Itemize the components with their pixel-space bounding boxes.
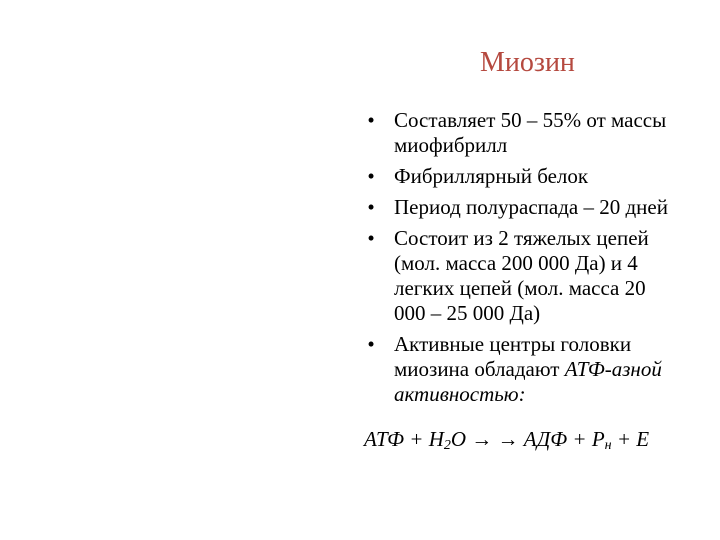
bullet-line-mixed bbox=[394, 357, 716, 382]
bullet-item-1 bbox=[364, 108, 716, 158]
formula-subscript: 2 bbox=[443, 438, 451, 453]
bullet-dot-icon: • bbox=[367, 108, 375, 132]
bullet-line: Период полураспада – 20 дней bbox=[394, 195, 668, 219]
slide-title: Миозин bbox=[480, 47, 575, 78]
bullet-item-2 bbox=[364, 164, 716, 189]
bullet-line: Активные центры головки bbox=[394, 332, 632, 356]
bullet-line: Состоит из 2 тяжелых цепей bbox=[394, 226, 649, 250]
bullet-line: легких цепей (мол. масса 20 bbox=[394, 276, 646, 300]
bullet-item-3 bbox=[364, 195, 716, 220]
bullet-dot-icon: • bbox=[367, 195, 375, 219]
bullet-dot-icon: • bbox=[367, 164, 375, 188]
formula-subscript: н bbox=[604, 438, 612, 453]
bullet-line: 000 – 25 000 Да) bbox=[394, 301, 541, 325]
bullet-item-5 bbox=[364, 332, 716, 407]
bullet-dot-icon: • bbox=[367, 332, 375, 356]
bullet-dot-icon: • bbox=[367, 226, 375, 250]
bullet-list bbox=[364, 108, 716, 413]
formula-part: АТФ + Н bbox=[364, 427, 444, 451]
formula-part: + Е bbox=[611, 427, 650, 451]
reaction-formula bbox=[364, 426, 649, 452]
bullet-text: миозина обладают bbox=[394, 357, 565, 381]
bullet-line: (мол. масса 200 000 Да) и 4 bbox=[394, 251, 638, 275]
bullet-line: Составляет 50 – 55% от массы bbox=[394, 108, 667, 132]
bullet-italic-text: АТФ-азной bbox=[564, 357, 662, 381]
bullet-item-4 bbox=[364, 226, 716, 326]
bullet-line: миофибрилл bbox=[394, 133, 508, 157]
bullet-line: Фибриллярный белок bbox=[394, 164, 589, 188]
formula-part: О → → АДФ + Р bbox=[450, 427, 605, 451]
bullet-italic-line: активностью: bbox=[394, 382, 526, 406]
